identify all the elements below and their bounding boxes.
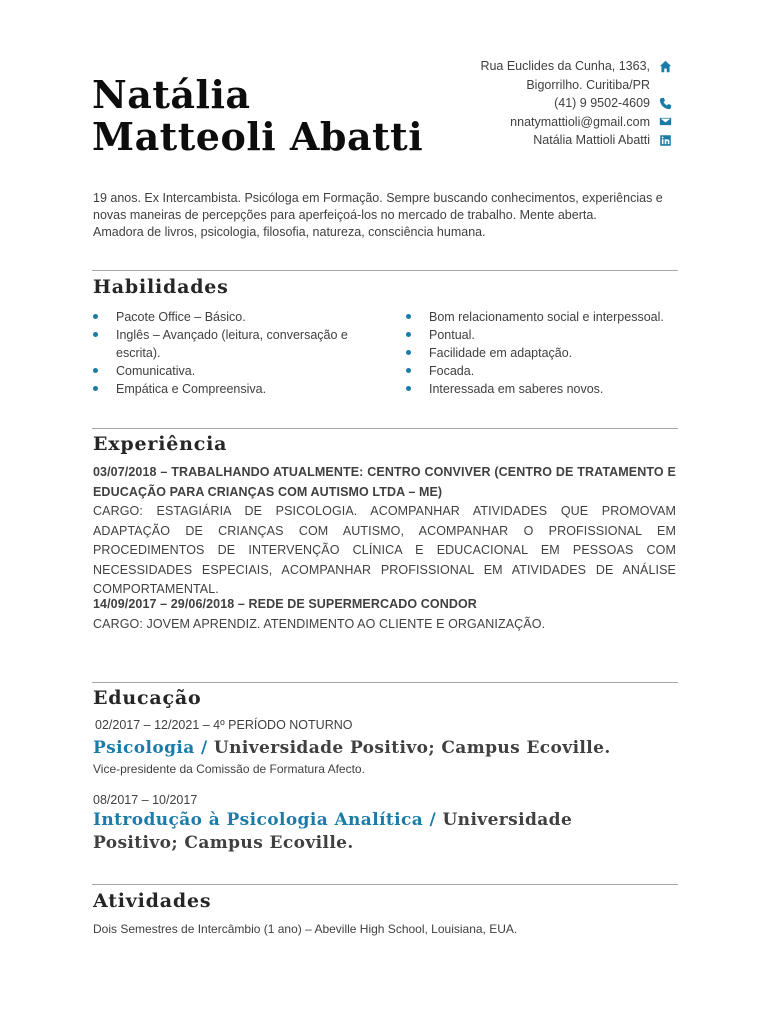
skill-item: Focada. [406, 362, 696, 380]
education-1-school: Universidade Positivo; Campus Ecoville. [207, 738, 611, 758]
section-title-experience: Experiência [93, 433, 228, 455]
skills-list-left [93, 308, 383, 398]
contact-email [412, 113, 672, 132]
section-divider [92, 428, 678, 429]
skill-item: Interessada em saberes novos. [406, 380, 696, 398]
contact-block [412, 57, 672, 150]
job-2-description: CARGO: JOVEM APRENDIZ. ATENDIMENTO AO CLIENTE E ORGANIZAÇÃO. [93, 616, 546, 631]
name-line-1: Natália [92, 72, 251, 117]
skills-list-right [406, 308, 696, 398]
education-2-title [93, 809, 653, 855]
job-1-header: 03/07/2018 – TRABALHANDO ATUALMENTE: CENTRO CONVIVER (CENTRO DE TRATAMENTO E EDUCAÇÃO PARA CRIANÇAS COM AUTISMO LTDA – ME) [93, 465, 676, 499]
education-1-dates: 02/2017 – 12/2021 – 4º PERÍODO NOTURNO [95, 718, 353, 732]
summary-line-2: novas maneiras de percepções para aperfeiçoá-los no mercado de trabalho. Mente aberta. [93, 208, 597, 222]
job-entry-2 [93, 595, 676, 634]
skill-item: Facilidade em adaptação. [406, 344, 696, 362]
phone-icon [658, 96, 672, 110]
skill-item: Pontual. [406, 326, 696, 344]
section-divider [92, 682, 678, 683]
section-title-skills: Habilidades [93, 276, 229, 298]
activity-item: Dois Semestres de Intercâmbio (1 ano) – Abeville High School, Louisiana, EUA. [93, 922, 518, 936]
section-divider [92, 270, 678, 271]
section-title-activities: Atividades [93, 890, 212, 912]
linkedin-profile[interactable]: Natália Mattioli Abatti [533, 133, 650, 147]
address-line-2: Bigorrilho. Curitiba/PR [526, 77, 650, 92]
skill-item: Inglês – Avançado (leitura, conversação e escrita). [93, 326, 348, 362]
skill-item: Bom relacionamento social e interpessoal. [406, 308, 696, 326]
email-address[interactable]: nnatymattioli@gmail.com [510, 114, 650, 129]
contact-linkedin [412, 131, 672, 150]
education-2-degree: Introdução à Psicologia Analítica / [93, 810, 437, 830]
education-2-school: Universidade Positivo; Campus Ecoville. [93, 810, 573, 853]
section-divider [92, 884, 678, 885]
section-title-education: Educação [93, 687, 202, 709]
education-1-degree: Psicologia / [93, 738, 208, 758]
email-icon [658, 115, 672, 129]
skill-item: Comunicativa. [93, 362, 383, 380]
contact-address [412, 57, 672, 94]
education-1-note: Vice-presidente da Comissão de Formatura Afecto. [93, 762, 365, 776]
profile-summary [93, 190, 683, 241]
education-2-dates: 08/2017 – 10/2017 [93, 793, 198, 807]
name-line-2: Matteoli Abatti [92, 114, 424, 159]
summary-line-3: Amadora de livros, psicologia, filosofia, natureza, consciência humana. [93, 225, 486, 239]
job-1-description: CARGO: ESTAGIÁRIA DE PSICOLOGIA. ACOMPANHAR ATIVIDADES QUE PROMOVAM ADAPTAÇÃO DE CRIANÇAS COM AUTISMO, ACOMPANHAR O PROFISSIONAL EM PROCEDIMENTOS DE INTERVENÇÃO CLÍNICA E EDUCACIONAL EM PESSOAS COM NECESSIDADES ESPECIAIS, ACOMPANHAR PROFISSIONAL EM ATIVIDADES DE ANÁLISE COMPORTAMENTAL. [93, 504, 676, 596]
education-1-title [93, 737, 653, 760]
address-line-1: Rua Euclides da Cunha, 1363, [480, 59, 650, 73]
summary-line-1: 19 anos. Ex Intercambista. Psicóloga em Formação. Sempre buscando conhecimentos, experiências e [93, 191, 663, 205]
job-2-header: 14/09/2017 – 29/06/2018 – REDE DE SUPERMERCADO CONDOR [93, 597, 477, 611]
skill-item: Empática e Compreensiva. [93, 380, 383, 398]
linkedin-icon [658, 133, 672, 147]
skill-item: Pacote Office – Básico. [93, 308, 383, 326]
job-entry-1 [93, 463, 676, 600]
home-icon [658, 59, 672, 73]
phone-number: (41) 9 9502-4609 [554, 96, 650, 110]
contact-phone [412, 94, 672, 113]
